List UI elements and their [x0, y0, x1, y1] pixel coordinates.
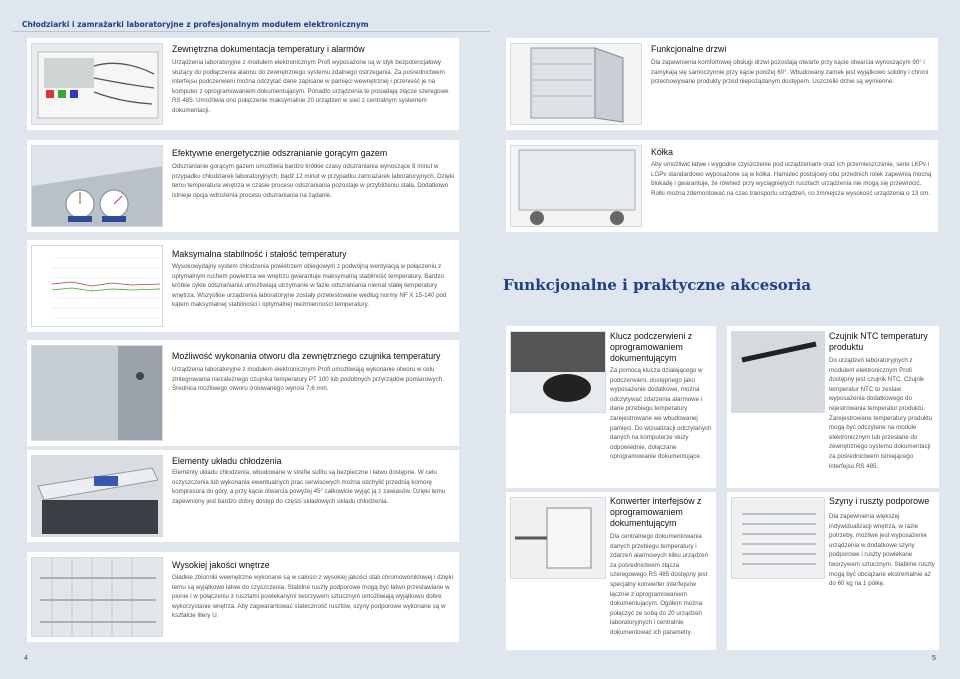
card-castors [506, 140, 938, 232]
card-interface-converter [506, 492, 716, 650]
page-header [12, 10, 490, 32]
accessories-section-title: Funkcjonalne i praktyczne akcesoria [503, 276, 812, 294]
r1-heading: Funkcjonalne drzwi [651, 44, 727, 54]
card-cooling-elements [27, 450, 459, 542]
header-title: Chłodziarki i zamrażarki laboratoryjne z profesjonalnym modułem elektronicznym [22, 20, 369, 29]
card-functional-doors [506, 38, 938, 130]
s3-heading: Maksymalna stabilność i stałość temperatury [172, 249, 347, 259]
page-number-right: 5 [932, 655, 936, 662]
card-sensor-hole [27, 340, 459, 446]
interface-converter-image [510, 497, 606, 579]
r2-body: Aby umożliwić łatwe i wygodne czyszczenie pod urządzeniami oraz ich przemieszczanie, serie LKPv i LGPv standardowo wyposażone są w kółka. Hamulec postojowy obu przednich rolek zapewnia mocną blokadę i gwarantuje, że również przy wyciągniętych rusztach urządzenia nie mogą się przewrócić. Rolki można zdemontować na czas transportu urządzeń, co zmniejsza wysokość urządzenia o 13 cm. [651, 161, 932, 197]
card-support-rails [727, 492, 939, 650]
card-external-documentation [27, 38, 459, 130]
s5-heading: Elementy układu chłodzenia [172, 456, 282, 466]
card-ntc-sensor [727, 326, 939, 488]
s1-heading: Zewnętrzna dokumentacja temperatury i alarmów [172, 44, 365, 54]
electronics-module-image [31, 43, 163, 125]
card-hot-gas-defrost [27, 140, 459, 232]
page-number-left: 4 [24, 655, 28, 662]
castor-image [510, 145, 642, 227]
door-image [510, 43, 642, 125]
s1-body: Urządzenia laboratoryjne z modułem elektronicznym Profi wyposażone są w styk bezpotencjałowy służący do podłączenia alarmu do zewnętrznego systemu zdalnego ostrzegania. Za pośrednictwem interfejsu podczerwieni można odczytać dane zapisane w pamięci wewnętrznej i przenieść je na komputer z oprogramowaniem dokumentującym. Ponadto urządzenia te posiadają złącze szeregowe RS 485. Umożliwia ono połączenie maksymalnie 20 urządzeń w sieć z centralnym systemem dokumentacji. [172, 59, 449, 114]
card-infrared-key [506, 326, 716, 488]
sensor-port-image [31, 345, 163, 441]
infrared-key-image [510, 331, 606, 413]
ntc-sensor-image [731, 331, 825, 413]
interior-shelves-image [31, 557, 163, 637]
defrost-dial-image [31, 145, 163, 227]
s5-body: Elementy układu chłodzenia, wbudowane w strefie sufitu są bezpieczne i łatwo dostępne. W celu oczyszczenia lub wykonania ewentualnych prac serwisowych można odchylić przednią komorę kompresora do góry, a przy kącie otwarcia powyżej 45° całkowicie wyjąć ją z zawiasów. Dzięki temu zapewniony jest bardzo dobry dostęp do części składowych układu chłodzenia. [172, 469, 446, 505]
shelf-grid-image [731, 497, 825, 579]
a1-heading: Klucz podczerwieni z oprogramowaniem dokumentującym [610, 331, 693, 363]
cooling-unit-image [31, 455, 163, 537]
r2-heading: Kółka [651, 147, 674, 157]
a3-body: Dla centralnego dokumentowania danych przebiegu temperatury i zdarzeń alarmowych kilku urządzeń za pośrednictwem złącza szeregowego RS 485 dostępny jest specjalny konwerter interfejsów łącznie z oprogramowaniem dokumentującym. Ogółem można połączyć ze sobą do 20 urządzeń laboratoryjnych i centralnie dokumentować ich parametry. [610, 533, 709, 636]
card-quality-interior [27, 552, 459, 642]
s2-body: Odszranianie gorącym gazem umożliwia bardzo krótkie czasy odszraniania wynoszące 8 minut w przypadku chłodziarek laboratoryjnych, bądź 12 minut w przypadku zamrażarek laboratoryjnych. Dzięki temu temperatura wnętrza w czasie procesu odszraniania pozostaje w przybliżeniu stała. Dodatkowo istnieje opcja wdrożenia procesu odszraniania na żądanie. [172, 163, 455, 199]
a1-body: Za pomocą klucza działającego w podczerwieni, dostępnego jako wyposażenie dodatkowe, można odczytywać zdarzenia alarmowe i dane przebiegu temperatury zarejestrowane we wbudowanej pamięci. Do wizualizacji odczytanych danych na komputerze służy odpowiednie, dołączane oprogramowanie dokumentujące. [610, 367, 712, 461]
r1-body: Dla zapewnienia komfortowej obsługi drzwi pozostają otwarte przy kącie otwarcia wynoszącym 90° i zamykają się samoczynnie przy kącie poniżej 60°. Wbudowany zamek jest wyjątkowo solidny i chroni przechowywane produkty przed niepożądanym dostępem. Uszczelki drzwi są wymienne. [651, 59, 929, 86]
card-temperature-stability [27, 240, 459, 332]
s6-heading: Wysokiej jakości wnętrze [172, 560, 270, 570]
s2-heading: Efektywne energetycznie odszranianie gorącym gazem [172, 148, 388, 158]
a2-body: Do urządzeń laboratoryjnych z modułem elektronicznym Profi dostępny jest czujnik NTC. Czujnik temperatur NTC to zestaw wyposażenia dodatkowego do rejestrowania temperatur produktu. Zarejestrowane temperatury produktu mogą być odczytane na module elektronicznym lub przesłane do zewnętrznego systemu dokumentacji za pośrednictwem istniejącego interfejsu RS 485. [829, 357, 933, 470]
s3-body: Wysokowydajny system chłodzenia powietrzem obiegowym z podwójną wentylacją w połączeniu z optymalnym ruchem powietrza we wnętrzu gwarantuje maksymalną stabilność temperatury. Bardzo krótkie cykle odszraniania umożliwiają utrzymanie w fazie odszraniania niemal stałej temperatury wnętrza. Wszystkie urządzenia laboratoryjne zostały przetestowane według normy NF X 15-140 pod kątem maksymalnej stabilności i optymalnej niezmienności temperatury. [172, 263, 447, 309]
a3-heading: Konwerter interfejsów z oprogramowaniem dokumentującym [610, 496, 702, 528]
s4-body: Urządzenia laboratoryjne z modułem elektronicznym Profi umożliwiają wykonanie otworu w celu zintegrowania niezależnego czujnika temperatury PT 100 lub podobnych przyrządów pomiarowych. Średnica możliwego otworu izolowanego wynosi 7,6 mm. [172, 366, 444, 393]
a2-heading: Czujnik NTC temperatury produktu [829, 331, 928, 352]
a4-body: Dla zapewnienia większej indywidualizacji wnętrza, w razie potrzeby, możliwe jest wyposażenie urządzenia w dodatkowe szyny podporowe i ruszty powlekane tworzywem sztucznym. Stabilne ruszty mogą być obciążane ekstremalnie aż do 60 kg na 1 półkę. [829, 513, 935, 588]
temperature-chart-image [31, 245, 163, 327]
s6-body: Gładkie zbiorniki wewnętrzne wykonane są w całości z wysokiej jakości stali chromowoniklowej i dzięki temu są wyjątkowo łatwe do czyszczenia. Stabilne ruszty podporowe mogą być łatwo przestawiane w pionie i w połączeniu z rusztami powlekanymi tworzywem sztucznym umożliwiają wyjątkowo dobre wykorzystanie wnętrza. Aby zagwarantować stateczność rusztów, szyny podporowe wykonane są w kształcie litery U. [172, 574, 453, 620]
a4-heading: Szyny i ruszty podporowe [829, 496, 930, 506]
s4-heading: Możliwość wykonania otworu dla zewnętrznego czujnika temperatury [172, 351, 441, 361]
